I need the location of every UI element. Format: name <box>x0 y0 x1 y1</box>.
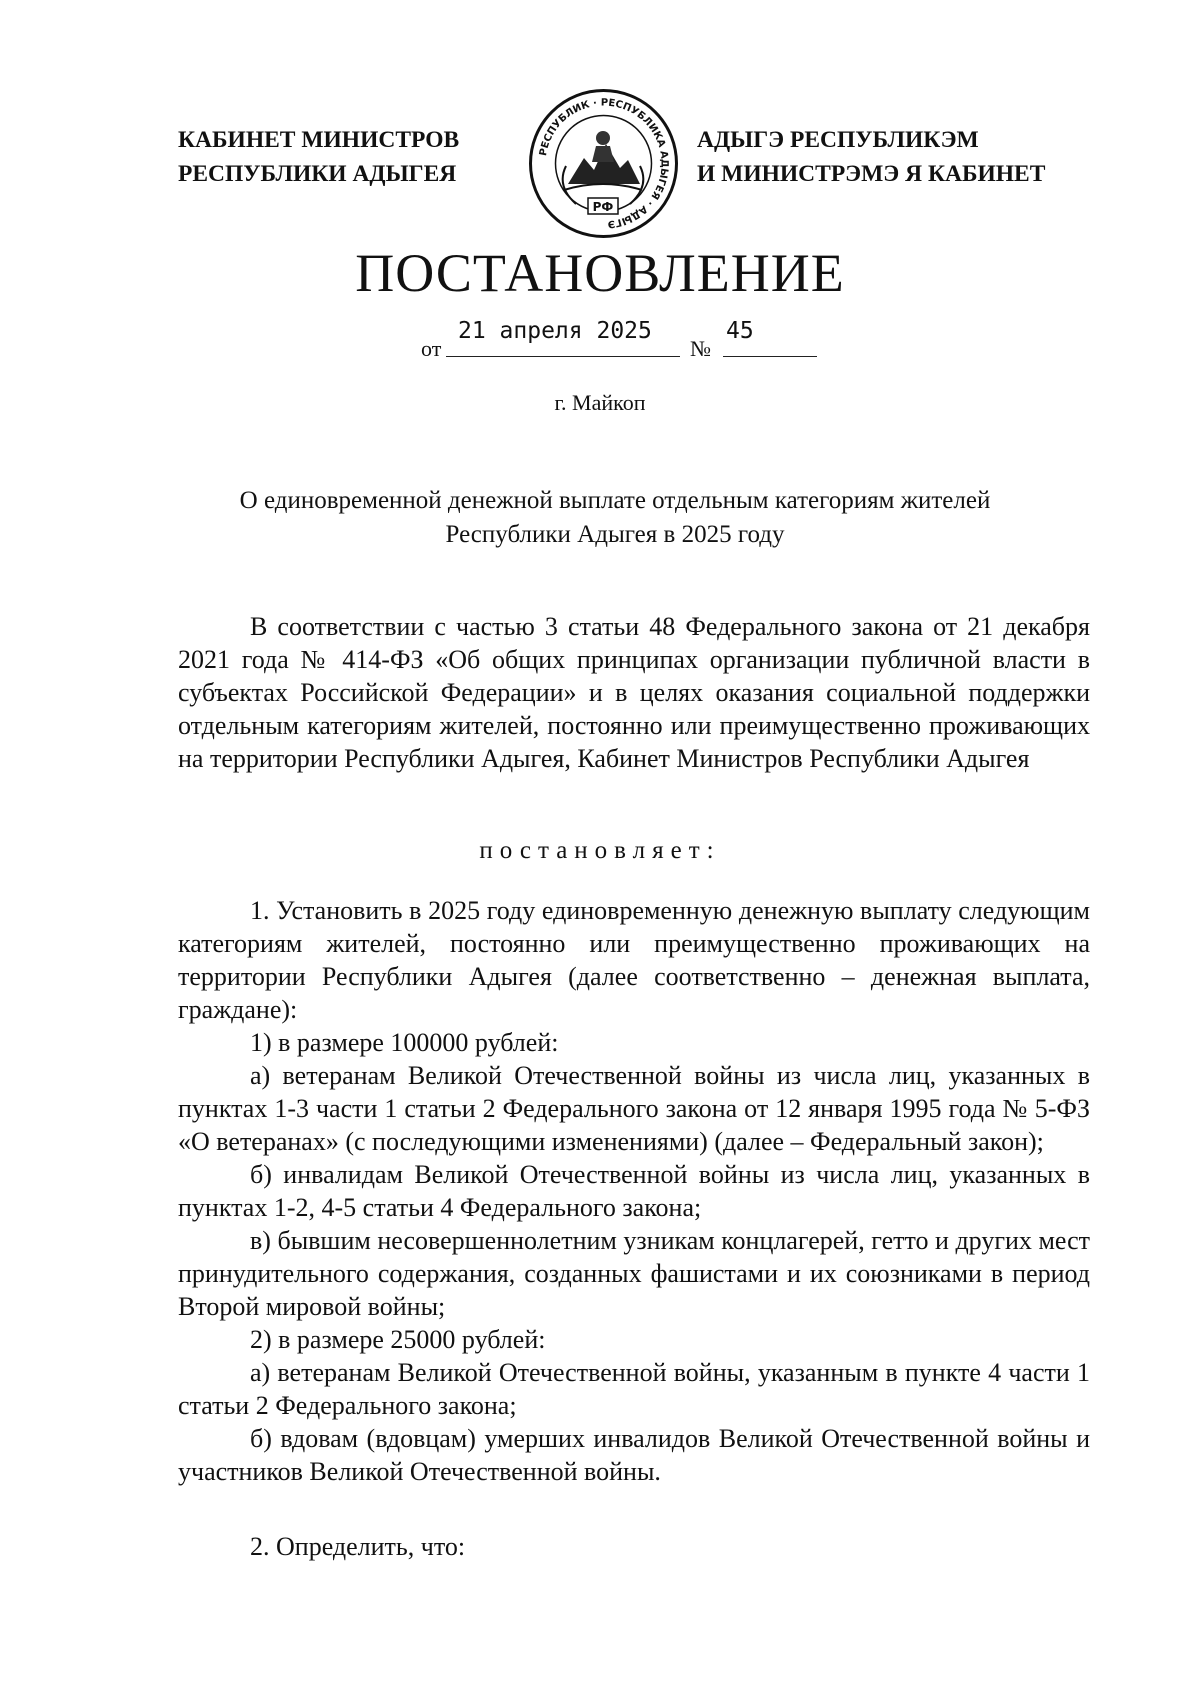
document-date: 21 апреля 2025 <box>458 318 652 344</box>
document-title: ПОСТАНОВЛЕНИЕ <box>355 243 845 303</box>
clause-paragraph: 2) в размере 25000 рублей: <box>250 1325 546 1354</box>
date-number-row <box>0 318 1200 362</box>
emblem-ring-text: РЕСПУБЛИК · РЕСПУБЛИКА АДЫГЕЯ · АДЫГЭ <box>537 97 670 230</box>
date-underline <box>446 356 680 357</box>
clause-paragraph: 1) в размере 100000 рублей: <box>250 1028 559 1057</box>
issuer-name-line: КАБИНЕТ МИНИСТРОВ <box>178 127 460 153</box>
republic-emblem <box>526 86 681 241</box>
clause-2: 2. Определить, что: <box>250 1532 466 1561</box>
resolves-heading: постановляет: <box>479 837 721 864</box>
issuer-name-line: И МИНИСТРЭМЭ Я КАБИНЕТ <box>697 161 1046 187</box>
clause-paragraph: а) ветеранам Великой Отечественной войны из числа лиц, указанных в пунктах 1-3 части 1 статьи 2 Федерального закона от 12 января 1995 года № 5-ФЗ «О ветеранах» (с последующими изменениями) (далее – Федеральный закон); <box>178 1061 1090 1156</box>
subject-line: О единовременной денежной выплате отдельным категориям жителей <box>239 487 991 514</box>
clause-paragraph: а) ветеранам Великой Отечественной войны, указанным в пункте 4 части 1 статьи 2 Федерального закона; <box>178 1358 1090 1420</box>
city: г. Майкоп <box>554 390 646 415</box>
subject-line: Республики Адыгея в 2025 году <box>445 521 785 548</box>
number-label: № <box>690 336 711 361</box>
emblem-letters: РФ <box>592 200 614 214</box>
issuer-name-russian <box>178 123 459 191</box>
issuer-name-adyghe <box>697 123 1045 191</box>
number-underline <box>723 356 817 357</box>
issuer-name-line: АДЫГЭ РЕСПУБЛИКЭМ <box>697 127 979 153</box>
date-label: от <box>421 336 442 361</box>
issuer-name-line: РЕСПУБЛИКИ АДЫГЕЯ <box>178 161 457 187</box>
preamble-paragraph: В соответствии с частью 3 статьи 48 Федерального закона от 21 декабря 2021 года № 414-ФЗ «Об общих принципах организации публичной власти в субъектах Российской Федерации» и в целях оказания социальной поддержки отдельным категориям жителей, постоянно или преимущественно проживающих на территории Республики Адыгея, Кабинет Министров Республики Адыгея <box>178 612 1090 773</box>
clause-paragraph: б) вдовам (вдовцам) умерших инвалидов Великой Отечественной войны и участников Великой Отечественной войны. <box>178 1424 1090 1486</box>
clause-paragraph: в) бывшим несовершеннолетним узникам концлагерей, гетто и других мест принудительного содержания, созданных фашистами и их союзниками в период Второй мировой войны; <box>178 1226 1090 1321</box>
clause-paragraph: 1. Установить в 2025 году единовременную денежную выплату следующим категориям жителей, постоянно или преимущественно проживающих на территории Республики Адыгея (далее соответственно – денежная выплата, граждане): <box>178 896 1090 1024</box>
preamble <box>178 610 1090 775</box>
document-number: 45 <box>726 318 754 344</box>
clause-paragraph: б) инвалидам Великой Отечественной войны из числа лиц, указанных в пунктах 1-2, 4-5 статьи 4 Федерального закона; <box>178 1160 1090 1222</box>
clause-1 <box>178 894 1090 1488</box>
document-subject <box>190 484 1040 552</box>
